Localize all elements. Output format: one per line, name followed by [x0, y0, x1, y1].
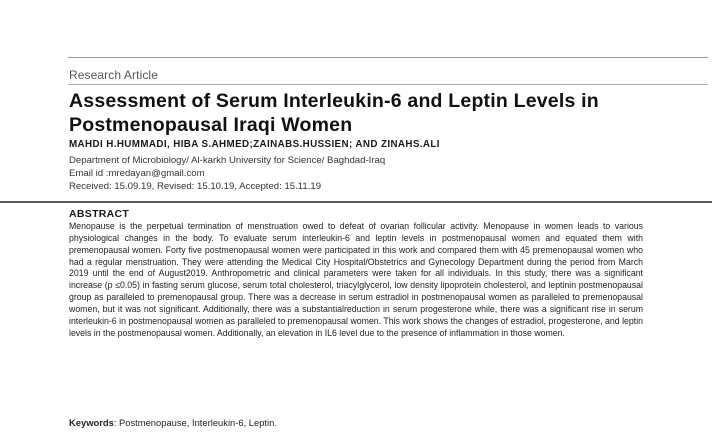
keywords-line — [69, 417, 277, 428]
paper-title: Assessment of Serum Interleukin-6 and Leptin Levels in Postmenopausal Iraqi Women — [69, 90, 599, 136]
abstract-body: Menopause is the perpetual termination of menstruation owed to defeat of ovarian follicular activity. Menopause in women leads to various physiological changes in the body. To evaluate serum interleukin-6 and leptin levels in postmenopausal women and equated them with premenopausal women. Forty five postmenopausal women were participated in this work and compared them with 45 premenopausal women who had a regular menstruation. They were attending the Medical City Hospital/Obstetrics and Gynecology Department during the period from March 2019 until the end of August2019. Anthropometric and clinical parameters were taken for all individuals. In this study, there was a significant increase (p ≤0.05) in fasting serum glucose, serum total cholesterol, triacylglycerol, low density lipoprotein cholesterol, and leptinin postmenopausal group as paralleled to premenopausal group. There was a decrease in serum estradiol in postmenopausal women as paralleled to premenopausal women, but it was not significant. Additionally, there was a substantialreduction in serum progesterone while, there was a significant rise in serum interleukin-6 in postmenopausal women as paralleled to premenopausal women. This work shows the changes of estradiol, progesterone, and leptin levels in the postmenopausal women. Additionally, an elevation in IL6 level due to the presence of inflammation in those women. — [69, 221, 643, 338]
email-line: Email id :mredayan@gmail.com — [69, 168, 205, 179]
keywords-label: Keywords — [69, 417, 114, 428]
article-type-label: Research Article — [69, 68, 158, 82]
top-rule — [68, 57, 708, 58]
article-type-rule — [68, 84, 708, 85]
affiliation: Department of Microbiology/ Al-karkh University for Science/ Baghdad-Iraq — [69, 155, 386, 166]
keywords-text: : Postmenopause, Interleukin-6, Leptin. — [113, 417, 277, 428]
author-list: MAHDI H.HUMMADI, HIBA S.AHMED;ZAINABS.HUSSIEN; AND ZINAHS.ALI — [69, 139, 440, 150]
section-divider — [0, 201, 712, 203]
publication-dates: Received: 15.09.19, Revised: 15.10.19, Accepted: 15.11.19 — [69, 181, 322, 192]
abstract-heading: ABSTRACT — [69, 208, 130, 220]
